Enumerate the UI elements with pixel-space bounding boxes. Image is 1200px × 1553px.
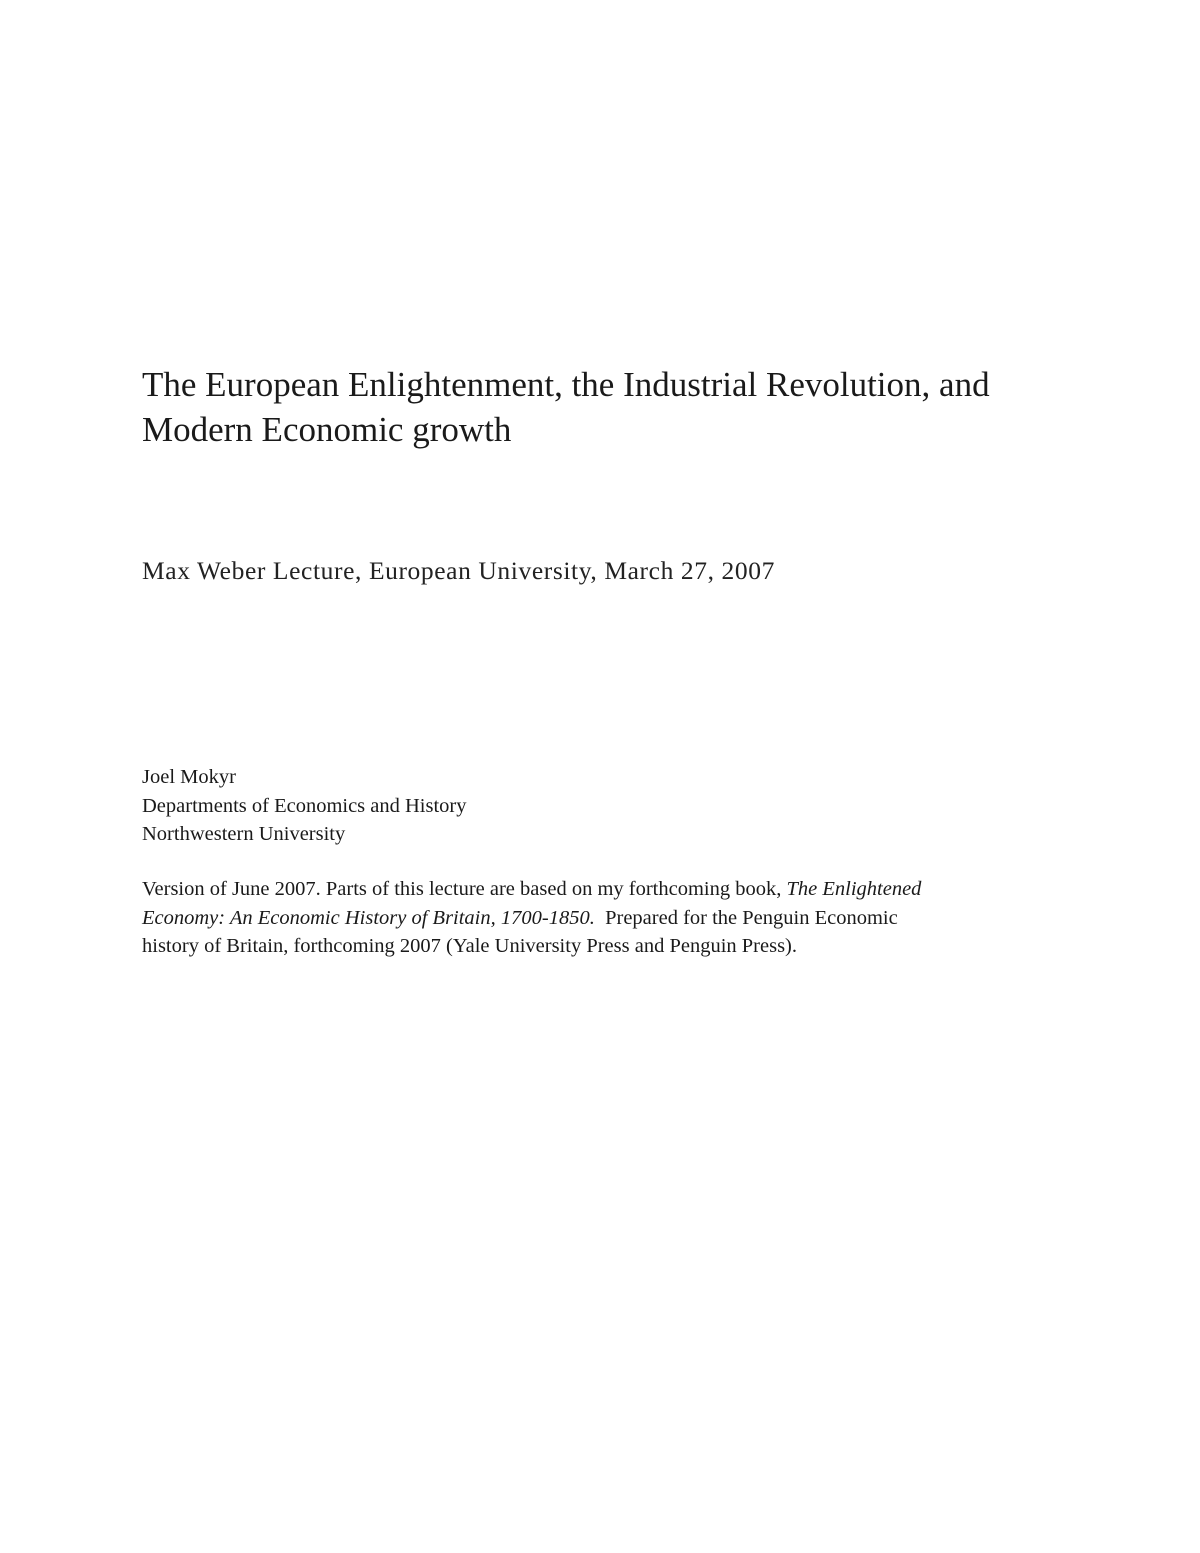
author-block [142, 763, 467, 849]
title-line-2: Modern Economic growth [142, 410, 512, 449]
lecture-subtitle: Max Weber Lecture, European University, March 27, 2007 [142, 556, 775, 585]
version-note-text: Version of June 2007. Parts of this lecture are based on my forthcoming book, [142, 878, 787, 900]
version-note-line-1 [142, 875, 1072, 904]
author-institution: Northwestern University [142, 823, 346, 845]
version-note-line-3: history of Britain, forthcoming 2007 (Yale University Press and Penguin Press). [142, 935, 797, 957]
version-note [142, 875, 1072, 961]
book-title-italic: The Enlightened [786, 878, 922, 900]
book-subtitle-italic: Economy: An Economic History of Britain, 1700-1850. [142, 906, 595, 929]
author-name: Joel Mokyr [142, 766, 236, 788]
title-line-1: The European Enlightenment, the Industrial Revolution, and [142, 365, 990, 404]
author-department: Departments of Economics and History [142, 794, 467, 817]
document-title [142, 362, 1102, 452]
version-note-line-2 [142, 904, 1072, 933]
version-note-text: Prepared for the Penguin Economic [594, 906, 898, 929]
